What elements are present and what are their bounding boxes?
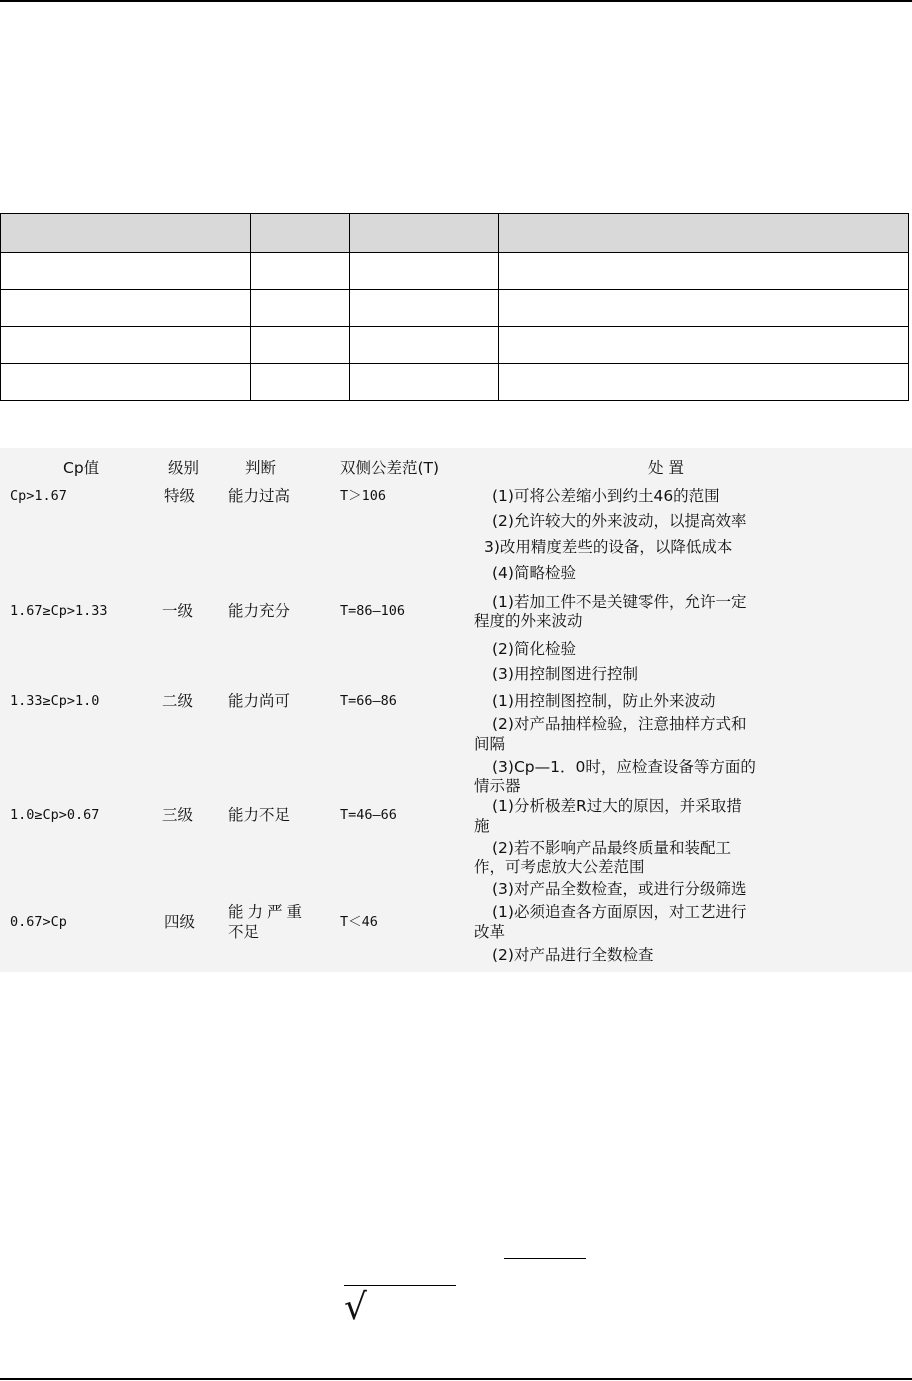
row4-tolerance: T=46—66	[340, 807, 397, 823]
row5-judgment-line2: 不足	[228, 923, 260, 941]
action-line: (3)用控制图进行控制	[492, 665, 638, 683]
bottom-rule	[0, 1378, 912, 1380]
action-line: (2)简化检验	[492, 640, 576, 658]
action-line: (1)若加工件不是关键零件，允许一定	[492, 593, 747, 611]
action-line: (1)必须追查各方面原因，对工艺进行	[492, 903, 747, 921]
action-line: (2)对产品进行全数检查	[492, 946, 654, 964]
formula-overline	[504, 1258, 586, 1259]
action-line: 间隔	[474, 735, 506, 753]
row4-level: 三级	[162, 806, 194, 824]
row3-tolerance: T=66—86	[340, 693, 397, 709]
capability-table	[0, 448, 912, 972]
row5-tolerance: T＜46	[340, 914, 378, 930]
row2-tolerance: T=86—106	[340, 603, 406, 619]
header-level: 级别	[168, 459, 200, 477]
empty-table-row	[1, 290, 909, 327]
empty-table	[0, 213, 909, 401]
action-line: (1)用控制图控制，防止外来波动	[492, 692, 716, 710]
action-line: (1)分析极差R过大的原因，并采取措	[492, 797, 742, 815]
header-action: 处 置	[648, 459, 684, 477]
action-line: (3)Cp—1．0时，应检查设备等方面的	[492, 758, 756, 776]
row5-judgment-line1: 能力严重	[228, 903, 307, 921]
action-line: (2)允许较大的外来波动，以提高效率	[492, 512, 747, 530]
row1-cp: Cp>1.67	[10, 488, 67, 504]
action-line: 程度的外来波动	[474, 612, 583, 630]
action-line: 情示器	[474, 777, 521, 795]
action-line: (4)简略检验	[492, 564, 576, 582]
row3-judgment: 能力尚可	[228, 692, 291, 710]
row2-cp: 1.67≥Cp>1.33	[10, 603, 108, 619]
row2-level: 一级	[162, 602, 194, 620]
action-line: 施	[474, 817, 490, 835]
action-line: 改革	[474, 923, 506, 941]
row5-cp: 0.67>Cp	[10, 914, 67, 930]
row1-judgment: 能力过高	[228, 487, 291, 505]
row4-cp: 1.0≥Cp>0.67	[10, 807, 100, 823]
row2-judgment: 能力充分	[228, 602, 291, 620]
row3-level: 二级	[162, 692, 194, 710]
row5-level: 四级	[164, 913, 196, 931]
action-line: (1)可将公差缩小到约土46的范围	[492, 487, 720, 505]
action-line: 作，可考虑放大公差范围	[474, 858, 645, 876]
action-line: 3)改用精度差些的设备，以降低成本	[484, 538, 733, 556]
action-line: (3)对产品全数检查，或进行分级筛选	[492, 880, 747, 898]
empty-table-row	[1, 327, 909, 364]
row1-level: 特级	[164, 487, 196, 505]
row3-cp: 1.33≥Cp>1.0	[10, 693, 100, 709]
row4-judgment: 能力不足	[228, 806, 291, 824]
action-line: (2)对产品抽样检验，注意抽样方式和	[492, 715, 747, 733]
header-cp: Cp值	[63, 459, 100, 477]
formula-radical-bar	[344, 1285, 456, 1286]
empty-table-header-row	[1, 214, 909, 253]
header-tolerance: 双侧公差范(T)	[340, 459, 440, 477]
empty-table-row	[1, 364, 909, 401]
formula-radical-sign: √	[344, 1287, 367, 1328]
top-rule	[0, 0, 912, 2]
empty-table-row	[1, 253, 909, 290]
action-line: (2)若不影响产品最终质量和装配工	[492, 839, 731, 857]
header-judgment: 判断	[245, 459, 277, 477]
row1-tolerance: T＞106	[340, 488, 387, 504]
